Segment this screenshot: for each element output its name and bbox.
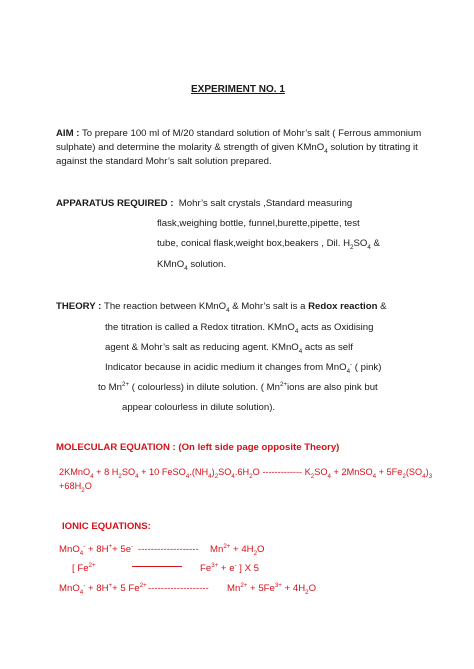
- eq-part: SO: [121, 467, 136, 477]
- superscript: 2+: [279, 380, 288, 388]
- eq-part: + 5 Fe: [112, 583, 140, 594]
- theory-text: Indicator because in acidic medium it changes from MnO: [105, 362, 347, 373]
- ionic-reaction-1-arrow: -------------------: [138, 544, 199, 555]
- subscript: 4: [422, 472, 426, 480]
- aim-line-1: [56, 128, 421, 140]
- apparatus-text-3a: tube, conical flask,weight box,beakers , Dil. H: [157, 238, 351, 249]
- subscript: 2: [305, 588, 309, 596]
- subscript: 4: [79, 588, 84, 596]
- subscript: 4: [346, 367, 351, 375]
- subscript: 2: [253, 549, 258, 557]
- superscript: 2+: [122, 380, 130, 388]
- subscript: 4: [327, 472, 331, 480]
- superscript: 3+: [274, 581, 282, 589]
- ionic-reaction-2-right: [200, 563, 259, 575]
- eq-part: MnO: [59, 583, 80, 594]
- superscript: -: [83, 542, 86, 550]
- redox-emphasis: Redox reaction: [308, 301, 378, 312]
- eq-part: Mn: [210, 544, 224, 555]
- ionic-reaction-3-right: [227, 583, 316, 595]
- eq-part: 2KMnO: [59, 467, 91, 477]
- molecular-equation-line-2: [59, 480, 92, 492]
- theory-text: The reaction between KMnO: [103, 301, 227, 312]
- theory-line-2: [105, 322, 373, 334]
- eq-part: + 8H: [85, 544, 109, 555]
- aim-label: AIM :: [56, 128, 80, 139]
- eq-part: .6H: [234, 467, 250, 477]
- molecular-heading: MOLECULAR EQUATION : (On left side page opposite Theory): [56, 442, 340, 453]
- theory-label: THEORY :: [56, 301, 102, 312]
- eq-part: + 4H: [281, 583, 306, 594]
- eq-part: SO: [218, 467, 232, 477]
- eq-part: + 10 FeSO: [138, 467, 186, 477]
- page-title: EXPERIMENT NO. 1: [191, 84, 285, 95]
- eq-part: MnO: [59, 544, 80, 555]
- theory-text: the titration is called a Redox titration. KMnO: [105, 322, 295, 333]
- subscript: 2: [249, 472, 253, 480]
- eq-part: + 8H: [85, 583, 109, 594]
- theory-text: agent & Mohr’s salt as reducing agent. KMnO: [105, 342, 299, 353]
- theory-text: &: [377, 301, 387, 312]
- aim-text-2-tail: solution by titrating it: [327, 142, 418, 153]
- eq-part: [ Fe: [72, 563, 89, 574]
- subscript: 4: [208, 472, 212, 480]
- eq-part: + 8 H: [93, 467, 119, 477]
- eq-part: O: [257, 544, 265, 555]
- theory-text: ions are also pink but: [287, 382, 378, 393]
- subscript: 2: [118, 472, 122, 480]
- superscript: -: [350, 360, 353, 368]
- subscript: 4: [135, 472, 139, 480]
- superscript: 2+: [240, 581, 248, 589]
- theory-text: ( pink): [352, 362, 382, 373]
- subscript: 4: [294, 327, 299, 335]
- theory-text: acts as Oxidising: [298, 322, 374, 333]
- eq-part: O: [308, 583, 317, 594]
- aim-line-2: [56, 142, 418, 154]
- subscript: 4: [185, 472, 190, 480]
- aim-line-3: against the standard Mohr’s salt solution prepared.: [56, 156, 272, 167]
- apparatus-text-4a: KMnO: [157, 259, 185, 270]
- eq-part: SO: [314, 467, 328, 477]
- ionic-heading: IONIC EQUATIONS:: [62, 521, 151, 532]
- subscript: 2: [310, 472, 315, 480]
- eq-part: Mn: [227, 583, 241, 594]
- theory-line-1: [56, 301, 387, 313]
- superscript: -: [83, 581, 86, 589]
- theory-line-6: appear colourless in dilute solution).: [122, 402, 276, 413]
- superscript: +: [108, 581, 113, 589]
- eq-part: + 5e: [112, 544, 132, 555]
- aim-text-1: To prepare 100 ml of M/20 standard solution of Mohr’s salt ( Ferrous ammonium: [81, 128, 422, 139]
- subscript: 4: [367, 243, 371, 251]
- subscript: 4: [231, 472, 235, 480]
- subscript: 2: [81, 486, 85, 494]
- ionic-reaction-2-left: [72, 563, 96, 575]
- molecular-equation: [59, 466, 432, 478]
- subscript: 4: [90, 472, 94, 480]
- eq-part: +68H: [59, 481, 82, 491]
- subscript: 4: [324, 147, 328, 155]
- ionic-reaction-1-left: [59, 544, 133, 556]
- eq-part: Fe: [200, 563, 212, 574]
- eq-part: ] X 5: [236, 563, 260, 574]
- ionic-reaction-3-arrow: -------------------: [148, 583, 209, 594]
- theory-text: ( colourless) in dilute solution. ( Mn: [129, 382, 280, 393]
- theory-line-5: [98, 382, 378, 394]
- eq-part: (SO: [405, 467, 423, 477]
- theory-text: acts as self: [302, 342, 353, 353]
- subscript: 4: [226, 306, 230, 314]
- superscript: +: [108, 542, 113, 550]
- eq-part: .(NH: [189, 467, 209, 477]
- subscript: 2: [214, 472, 219, 480]
- theory-text: & Mohr’s salt is a: [229, 301, 309, 312]
- eq-part: ): [211, 467, 215, 477]
- eq-part: ): [425, 467, 429, 477]
- superscript: 2+: [223, 542, 231, 550]
- eq-part: + 5Fe: [376, 467, 403, 477]
- apparatus-line-2: flask,weighing bottle, funnel,burette,pipette, test: [157, 218, 360, 229]
- aim-text-2: sulphate) and determine the molarity & strength of given KMnO: [56, 142, 325, 153]
- apparatus-text-3c: &: [370, 238, 380, 249]
- theory-line-3: [105, 342, 353, 354]
- ionic-reaction-3-left: [59, 583, 147, 595]
- subscript: 4: [79, 549, 84, 557]
- superscript: 2+: [139, 581, 147, 589]
- eq-part: + 4H: [230, 544, 254, 555]
- superscript: -: [131, 542, 134, 550]
- apparatus-line-1: [56, 198, 352, 210]
- eq-part: O ------------- K: [252, 467, 311, 477]
- apparatus-label: APPARATUS REQUIRED :: [56, 198, 174, 209]
- subscript: 2: [350, 243, 354, 251]
- subscript: 4: [298, 347, 303, 355]
- apparatus-line-3: [157, 238, 380, 250]
- superscript: -: [234, 561, 237, 569]
- theory-text: to Mn: [98, 382, 122, 393]
- eq-part: + 2MnSO: [330, 467, 373, 477]
- subscript: 3: [428, 472, 433, 480]
- ionic-reaction-2-arrow: [132, 566, 182, 567]
- ionic-reaction-1-right: [210, 544, 265, 556]
- superscript: 3+: [211, 561, 219, 569]
- superscript: 2+: [88, 561, 96, 569]
- apparatus-text-1: Mohr’s salt crystals ,Standard measuring: [178, 198, 353, 209]
- eq-part: + 5Fe: [247, 583, 275, 594]
- eq-part: + e: [218, 563, 235, 574]
- subscript: 2: [402, 472, 406, 480]
- theory-line-4: [105, 362, 381, 374]
- apparatus-text-4b: solution.: [187, 259, 227, 270]
- eq-part: O: [84, 481, 92, 491]
- apparatus-line-4: [157, 259, 226, 271]
- subscript: 4: [184, 264, 188, 272]
- apparatus-text-3b: SO: [353, 238, 368, 249]
- subscript: 4: [372, 472, 377, 480]
